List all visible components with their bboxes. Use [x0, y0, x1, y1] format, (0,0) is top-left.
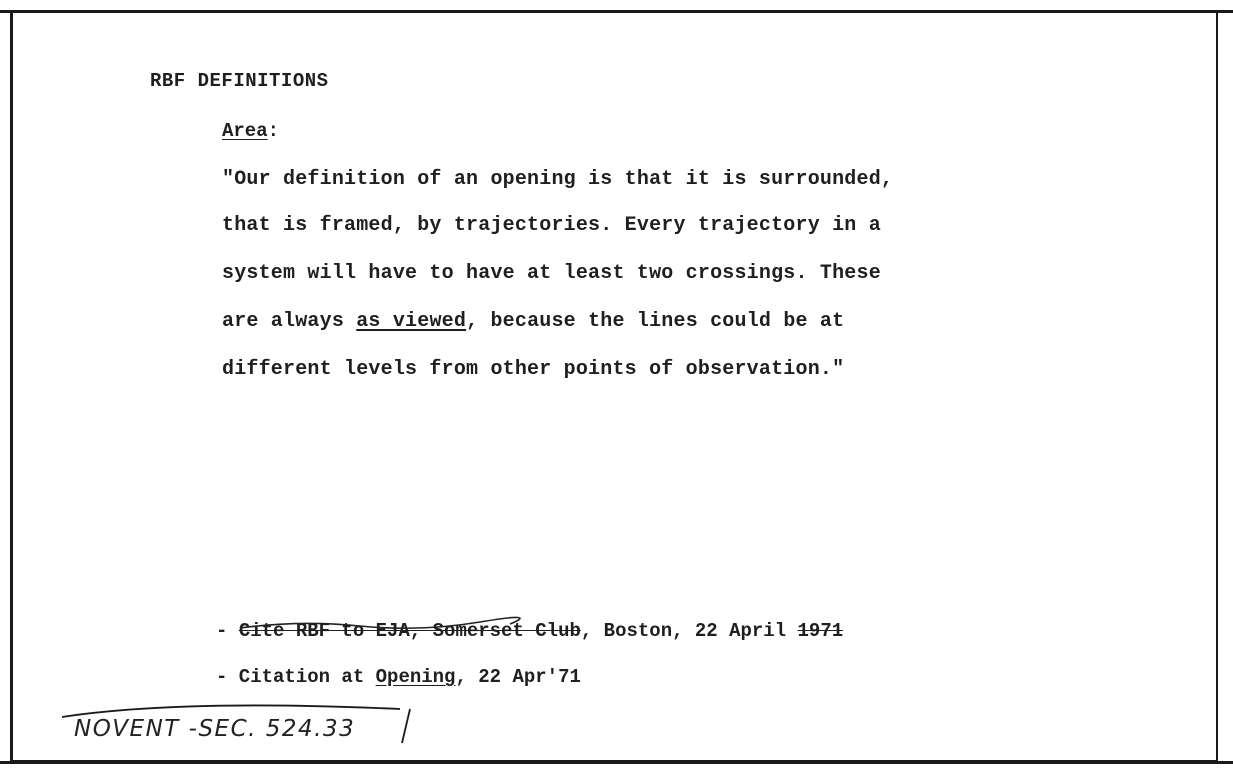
citation-first-struck: Cite RBF to EJA, Somerset Club: [238, 620, 581, 642]
citation-second-rest: , 22 Apr'71: [455, 666, 581, 688]
section-label-colon: :: [267, 120, 280, 142]
quote-line-2: that is framed, by trajectories. Every trajectory in a: [222, 214, 881, 237]
quote-line-3: system will have to have at least two crossings. These: [222, 262, 881, 285]
citation-first-year: 1971: [797, 620, 844, 642]
page-title: RBF DEFINITIONS: [150, 70, 329, 92]
section-label: [222, 120, 279, 142]
citation-first-dash: -: [216, 620, 239, 642]
quote-line-1: "Our definition of an opening is that it is surrounded,: [222, 168, 894, 191]
citation-first-rest: , Boston, 22 April: [580, 620, 798, 642]
section-label-text: Area: [222, 120, 268, 142]
citation-second-link: Opening: [375, 666, 456, 688]
citation-second-prefix: - Citation at: [216, 666, 376, 688]
scribble-strike: [210, 610, 540, 640]
quote-emphasis: as viewed: [356, 310, 467, 333]
handwritten-note: NOVENT -SEC. 524.33: [74, 716, 356, 742]
quote-line-5: different levels from other points of observation.": [222, 358, 845, 381]
quote-line-4-start: are always: [222, 310, 357, 333]
index-card: [10, 10, 1218, 763]
quote-line-4-end: , because the lines could be at: [466, 310, 845, 333]
quote-line-4: [222, 310, 844, 333]
citation-second: [216, 666, 581, 688]
